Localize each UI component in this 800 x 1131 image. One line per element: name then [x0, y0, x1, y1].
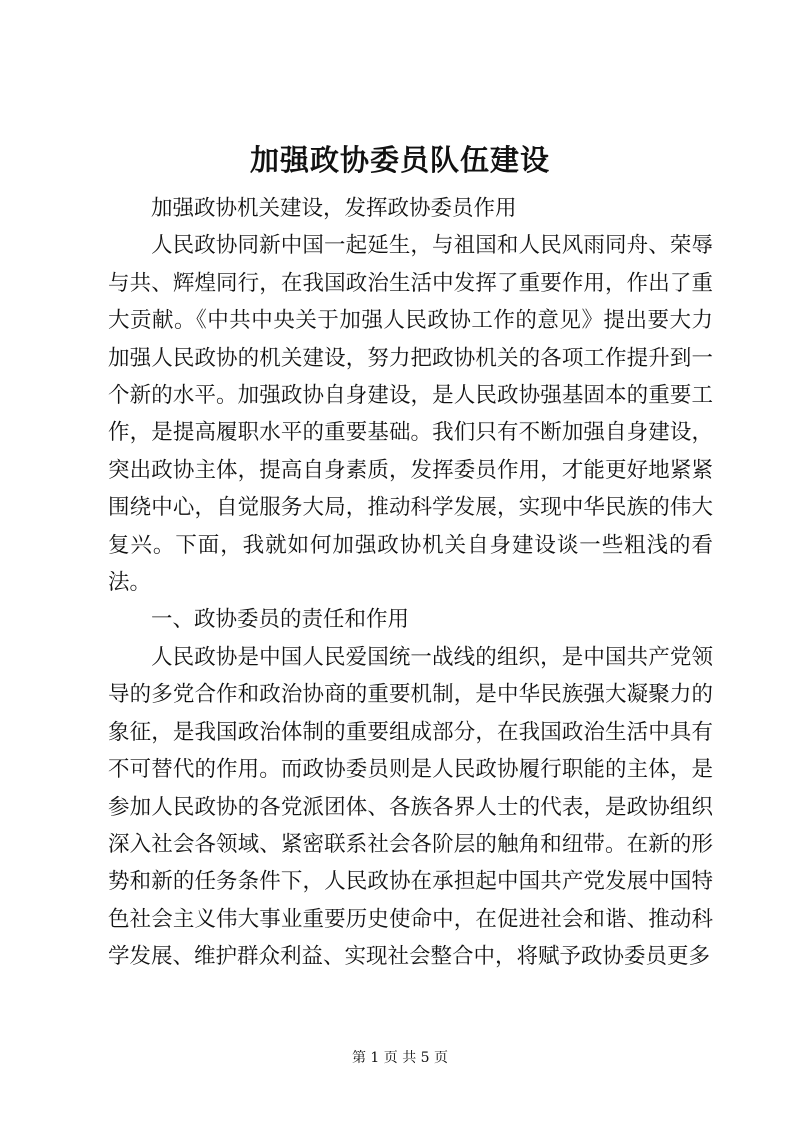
section-heading: 一、政协委员的责任和作用 [151, 607, 410, 633]
subtitle-paragraph: 加强政协机关建设，发挥政协委员作用 [151, 196, 517, 221]
document-body [108, 190, 713, 976]
body-paragraph: 人民政协同新中国一起延生，与祖国和人民风雨同舟、荣辱与共、辉煌同行，在我国政治生活中发挥了重要作用，作出了重大贡献。《中共中央关于加强人民政协工作的意见》提出要大力加强人民政协的机关建设，努力把政协机关的各项工作提升到一个新的水平。加强政协自身建设，是人民政协强基固本的重要工作，是提高履职水平的重要基础。我们只有不断加强自身建设，突出政协主体，提高自身素质，发挥委员作用，才能更好地紧紧围绕中心，自觉服务大局，推动科学发展，实现中华民族的伟大复兴。下面，我就如何加强政协机关自身建设谈一些粗浅的看法。 [108, 233, 713, 596]
body-paragraph: 人民政协是中国人民爱国统一战线的组织，是中国共产党领导的多党合作和政治协商的重要机制，是中华民族强大凝聚力的象征，是我国政治体制的重要组成部分，在我国政治生活中具有不可替代的作用。而政协委员则是人民政协履行职能的主体，是参加人民政协的各党派团体、各族各界人士的代表，是政协组织深入社会各领域、紧密联系社会各阶层的触角和纽带。在新的形势和新的任务条件下，人民政协在承担起中国共产党发展中国特色社会主义伟大事业重要历史使命中，在促进社会和谐、推动科学发展、维护群众利益、实现社会整合中，将赋予政协委员更多 [108, 644, 713, 970]
page-footer: 第 1 页 共 5 页 [351, 1050, 449, 1066]
document-title: 加强政协委员队伍建设 [249, 143, 550, 177]
